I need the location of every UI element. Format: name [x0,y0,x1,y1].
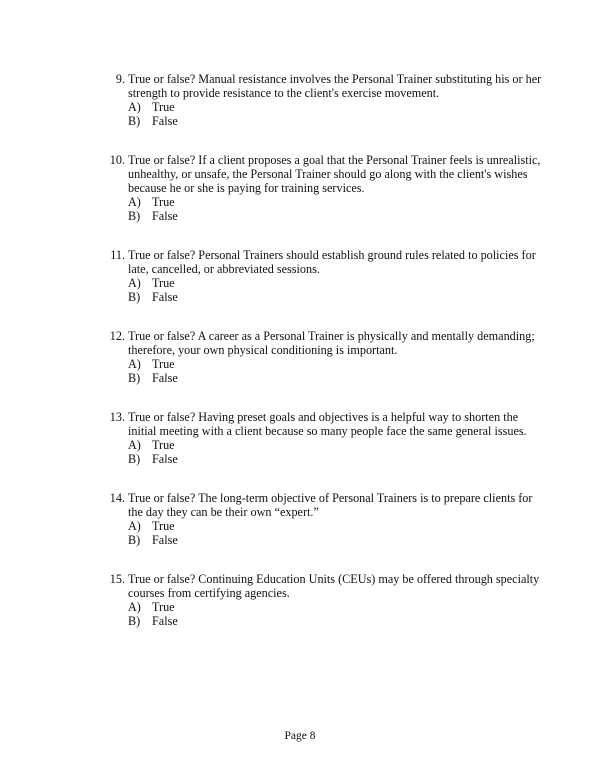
option-a [128,438,546,452]
option-letter: B) [128,114,141,128]
question-text: True or false? A career as a Personal Trainer is physically and mentally demanding; therefore, your own physical conditioning is important. [128,329,535,357]
option-letter: B) [128,290,141,304]
question-10 [106,153,546,223]
option-label: False [152,114,178,128]
page-number: Page 8 [284,730,316,742]
question-14 [106,491,546,547]
option-letter: A) [128,600,141,614]
option-letter: A) [128,519,141,533]
option-b [128,614,546,628]
question-text: True or false? Manual resistance involves the Personal Trainer substituting his or her strength to provide resistance to the client's exercise movement. [128,72,542,100]
option-b [128,290,546,304]
question-12 [106,329,546,385]
option-label: False [152,533,178,547]
option-letter: B) [128,452,141,466]
option-label: True [152,100,175,114]
question-text: True or false? If a client proposes a goal that the Personal Trainer feels is unrealistic, unhealthy, or unsafe, the Personal Trainer should go along with the client's wishes because he or she is paying for training services. [128,153,541,195]
option-letter: B) [128,371,141,385]
question-number: 13. [109,410,125,424]
option-label: False [152,452,178,466]
question-number: 10. [109,153,125,167]
question-number: 9. [115,72,125,86]
option-label: True [152,600,175,614]
option-label: True [152,357,175,371]
option-letter: B) [128,533,141,547]
question-text: True or false? Having preset goals and objectives is a helpful way to shorten the initial meeting with a client because so many people face the same general issues. [128,410,527,438]
question-number: 11. [110,248,125,262]
option-a [128,276,546,290]
option-letter: A) [128,100,141,114]
question-number: 15. [109,572,125,586]
option-letter: A) [128,195,141,209]
option-b [128,209,546,223]
option-label: True [152,519,175,533]
option-a [128,600,546,614]
option-b [128,114,546,128]
question-number: 14. [109,491,125,505]
option-a [128,195,546,209]
question-text: True or false? The long-term objective of Personal Trainers is to prepare clients for the day they can be their own “expert.” [128,491,533,519]
question-11 [106,248,546,304]
option-label: False [152,371,178,385]
question-15 [106,572,546,628]
option-a [128,100,546,114]
option-label: False [152,209,178,223]
option-letter: A) [128,276,141,290]
option-letter: B) [128,209,141,223]
option-label: False [152,290,178,304]
question-text: True or false? Personal Trainers should establish ground rules related to policies for late, cancelled, or abbreviated sessions. [128,248,536,276]
option-letter: A) [128,438,141,452]
question-number: 12. [109,329,125,343]
option-label: True [152,195,175,209]
option-b [128,452,546,466]
question-9 [106,72,546,128]
option-b [128,371,546,385]
option-label: True [152,276,175,290]
option-b [128,533,546,547]
question-text: True or false? Continuing Education Units (CEUs) may be offered through specialty courses from certifying agencies. [128,572,540,600]
option-label: True [152,438,175,452]
option-label: False [152,614,178,628]
option-a [128,519,546,533]
option-letter: A) [128,357,141,371]
option-a [128,357,546,371]
question-13 [106,410,546,466]
option-letter: B) [128,614,141,628]
